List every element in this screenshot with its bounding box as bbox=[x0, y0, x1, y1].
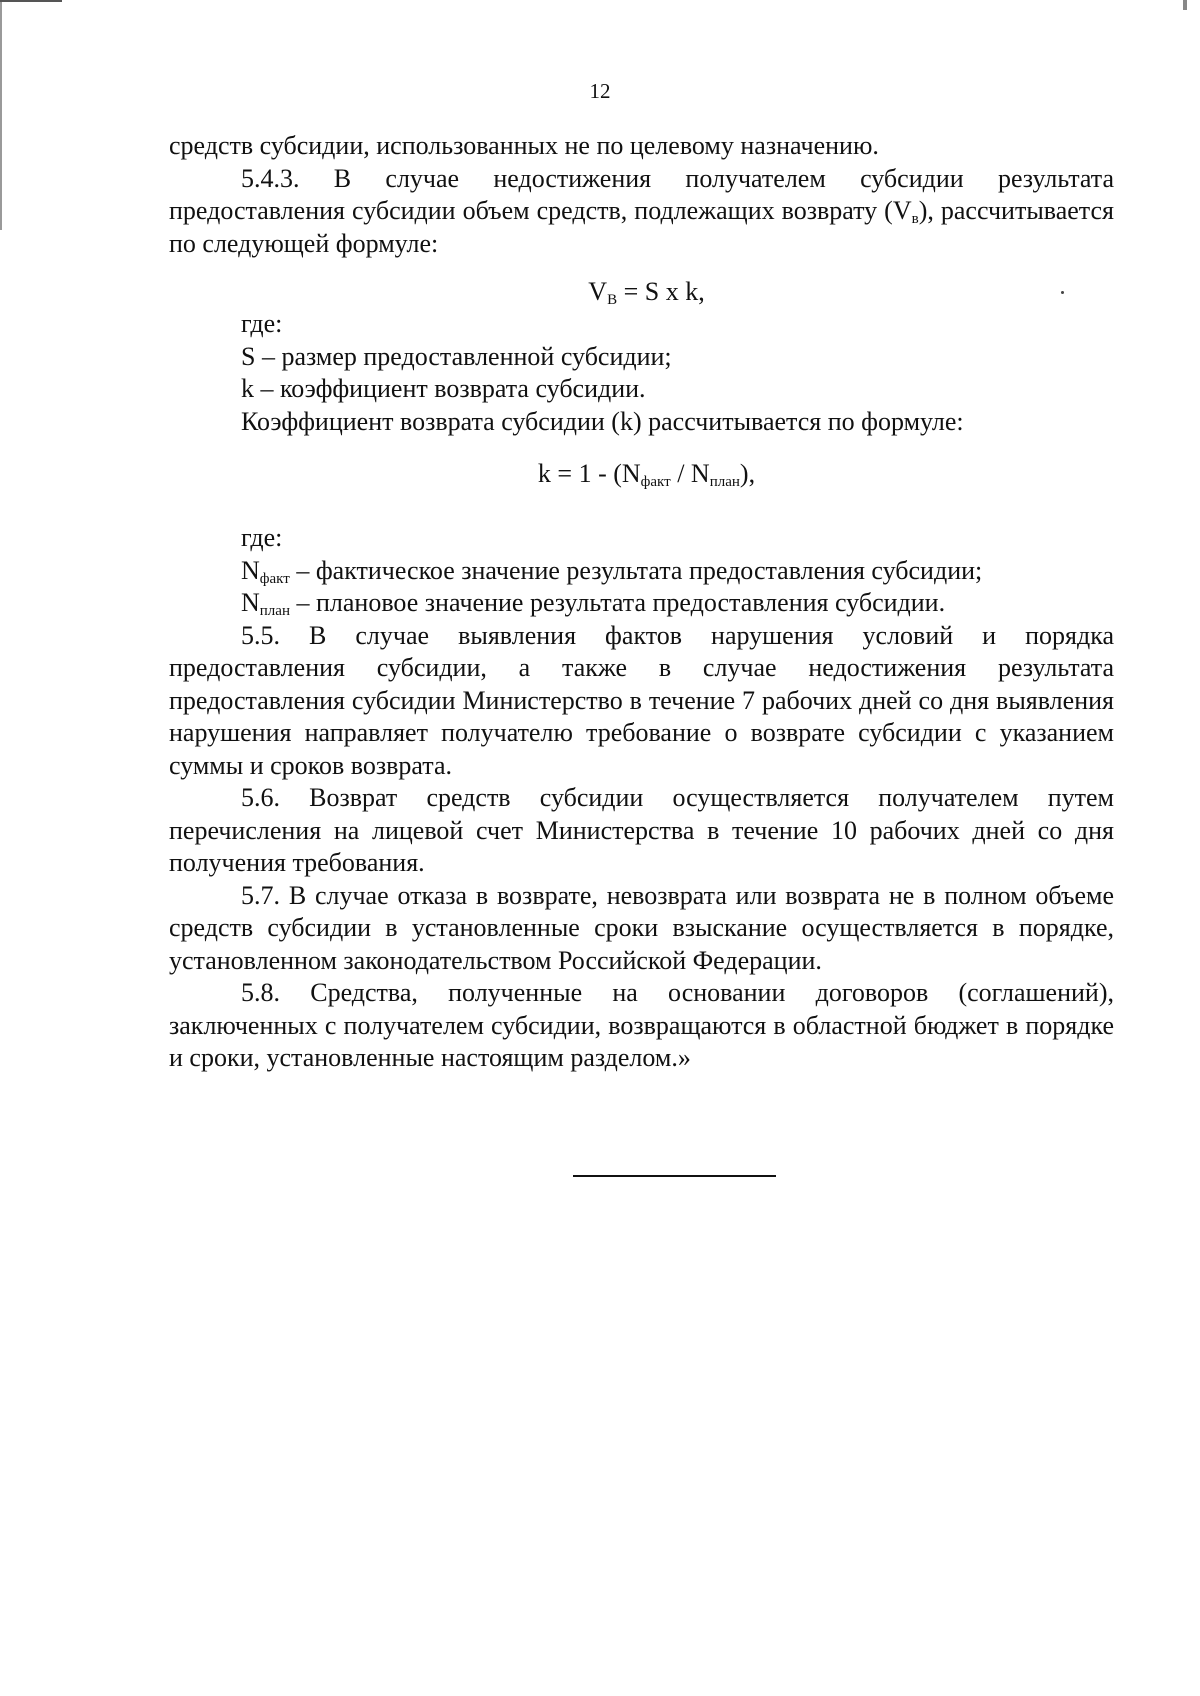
formula-vb bbox=[169, 276, 1114, 309]
nfact-subscript: факт bbox=[259, 570, 290, 587]
text-block-main bbox=[169, 522, 1114, 1075]
page-number: 12 bbox=[589, 79, 611, 103]
scan-corner-mark bbox=[0, 0, 62, 2]
formula-k-sub-plan: план bbox=[709, 474, 740, 490]
definition-nfact bbox=[169, 555, 1114, 588]
scan-edge-mark-right bbox=[1183, 0, 1187, 10]
formula-k-part-a: k = 1 - (N bbox=[537, 459, 641, 488]
formula-k-sub-fact: факт bbox=[640, 474, 671, 490]
nplan-subscript: план bbox=[259, 603, 290, 619]
definition-k: k – коэффициент возврата субсидии. bbox=[241, 374, 646, 403]
paragraph-5-4-3-tail: ), рассчитывается по следующей формуле: bbox=[169, 196, 1114, 258]
paragraph-continuation: средств субсидии, использованных не по целевому назначению. bbox=[169, 131, 879, 160]
end-of-section-rule bbox=[573, 1175, 776, 1177]
paragraph-5-5: 5.5. В случае выявления фактов нарушения условий и порядка предоставления субсидии, а также в случае недостижения результата предоставления субсидии Министерство в течение 7 рабочих дней со дня выявления нарушения направляет получателю требование о возврате субсидии с указанием суммы и сроков возврата. bbox=[169, 620, 1114, 780]
formula-block-2 bbox=[169, 458, 1114, 491]
paragraph-5-4-3-text: 5.4.3. В случае недостижения получателем субсидии результата предоставления субсидии объем средств, подлежащих возврату (V bbox=[169, 163, 1114, 225]
paragraph-5-7: 5.7. В случае отказа в возврате, невозврата или возврата не в полном объеме средств субсидии в установленные сроки взыскание осуществляется в порядке, установленном законодательством Российской Федерации. bbox=[169, 880, 1114, 975]
formula-vb-rest: = S x k, bbox=[617, 277, 705, 306]
formula-k bbox=[169, 458, 1114, 491]
text-block-top bbox=[169, 130, 1114, 260]
definition-s: S – размер предоставленной субсидии; bbox=[241, 341, 672, 371]
formula-k-part-b: / N bbox=[670, 459, 710, 488]
formula-k-part-c: ), bbox=[739, 459, 756, 488]
nplan-definition: – плановое значение результата предоставления субсидии. bbox=[289, 588, 946, 617]
definition-nplan bbox=[169, 587, 1114, 620]
k-rule: Коэффициент возврата субсидии (k) рассчитывается по формуле: bbox=[241, 406, 964, 436]
where-label-1: где: bbox=[241, 309, 283, 338]
scan-edge-mark bbox=[0, 0, 2, 230]
paragraph-5-4-3 bbox=[169, 163, 1114, 261]
formula-vb-v: V bbox=[588, 277, 608, 306]
nplan-symbol: N bbox=[241, 588, 260, 617]
paragraph-5-8: 5.8. Средства, полученные на основании договоров (соглашений), заключенных с получателем субсидии, возвращаются в областной бюджет в порядке и сроки, установленные настоящим разделом.» bbox=[169, 978, 1114, 1072]
definitions-block-1 bbox=[169, 308, 1114, 438]
subscript-v: в bbox=[911, 211, 919, 227]
nfact-symbol: N bbox=[241, 555, 260, 585]
nfact-definition: – фактическое значение результата предоставления субсидии; bbox=[289, 555, 983, 585]
formula-vb-sub: B bbox=[607, 292, 618, 308]
where-label-2: где: bbox=[241, 523, 283, 552]
formula-block-1 bbox=[169, 276, 1114, 309]
paragraph-5-6: 5.6. Возврат средств субсидии осуществляется получателем путем перечисления на лицевой счет Министерства в течение 10 рабочих дней со дня получения требования. bbox=[169, 783, 1114, 877]
